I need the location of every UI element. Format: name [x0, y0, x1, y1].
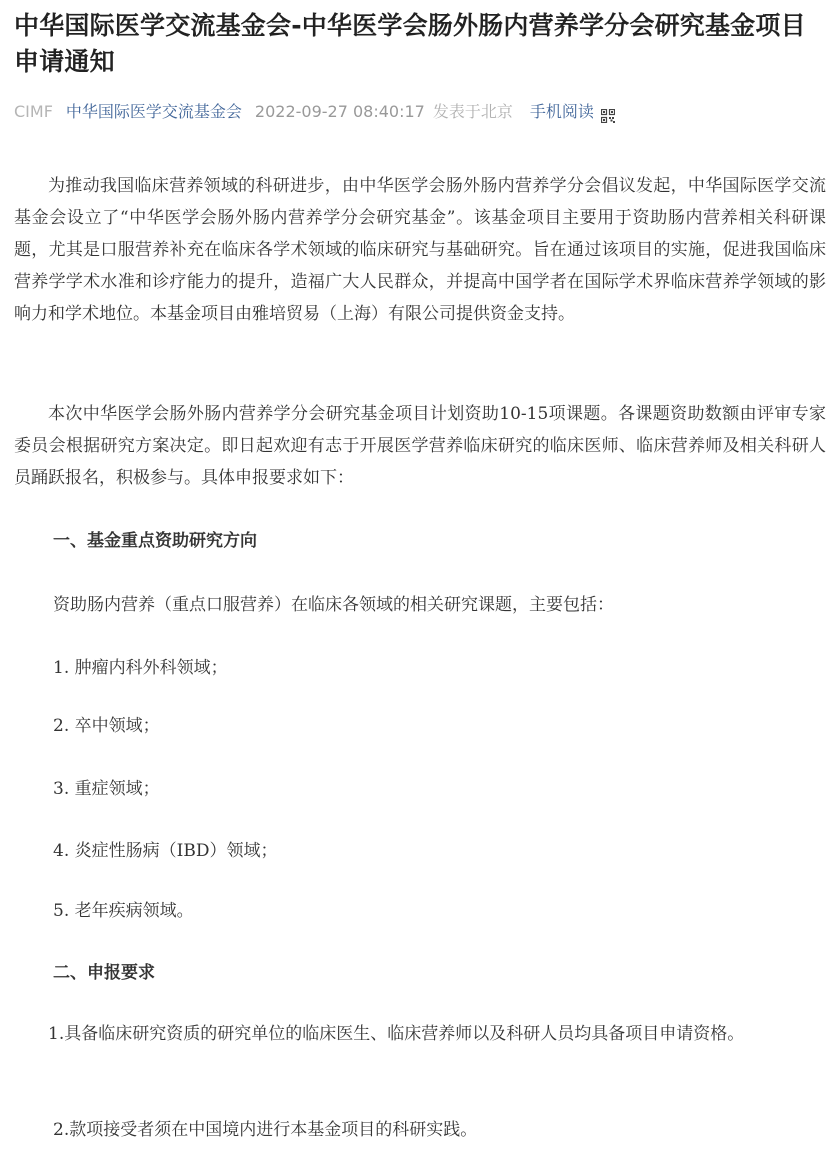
list-item: 3. 重症领域；	[53, 779, 160, 799]
section-heading: 二、申报要求	[53, 963, 155, 983]
intro-paragraph: 为推动我国临床营养领域的科研进步，由中华医学会肠外肠内营养学分会倡议发起，中华国际医学交流基金会设立了“中华医学会肠外肠内营养学分会研究基金”。该基金项目主要用于资助肠内营养相关科研课题，尤其是口服营养补充在临床各学术领域的临床研究与基础研究。旨在通过该项目的实施，促进我国临床营养学学术水准和诊疗能力的提升，造福广大人民群众，并提高中国学者在国际学术界临床营养学领域的影响力和学术地位。本基金项目由雅培贸易（上海）有限公司提供资金支持。	[14, 176, 826, 324]
plan-paragraph: 本次中华医学会肠外肠内营养学分会研究基金项目计划资助10-15项课题。各课题资助数额由评审专家委员会根据研究方案决定。即日起欢迎有志于开展医学营养临床研究的临床医师、临床营养师及相关科研人员踊跃报名，积极参与。具体申报要求如下：	[14, 404, 826, 488]
list-item: 4. 炎症性肠病（IBD）领域；	[53, 841, 278, 861]
list-item: 2.款项接受者须在中国境内进行本基金项目的科研实践。	[53, 1120, 478, 1140]
qr-code-icon[interactable]	[601, 105, 615, 119]
publish-location: 发表于北京	[432, 102, 513, 121]
list-item: 2. 卒中领域；	[53, 716, 160, 736]
list-item: 1. 肿瘤内科外科领域；	[53, 658, 228, 678]
author-link[interactable]: 中华国际医学交流基金会	[65, 102, 242, 121]
article-title: 中华国际医学交流基金会-中华医学会肠外肠内营养学分会研究基金项目申请通知	[14, 11, 806, 76]
mobile-read-link[interactable]: 手机阅读	[529, 102, 594, 121]
article-meta	[14, 99, 826, 125]
source-brand: CIMF	[14, 102, 53, 121]
list-item: 5. 老年疾病领域。	[53, 901, 194, 921]
section-heading: 一、基金重点资助研究方向	[53, 531, 257, 551]
publish-datetime: 2022-09-27 08:40:17	[254, 102, 425, 121]
article-page	[14, 0, 826, 1140]
section-intro: 资助肠内营养（重点口服营养）在临床各领域的相关研究课题，主要包括：	[53, 595, 614, 615]
list-item: 1.具备临床研究资质的研究单位的临床医生、临床营养师以及科研人员均具备项目申请资格。	[48, 1024, 745, 1044]
